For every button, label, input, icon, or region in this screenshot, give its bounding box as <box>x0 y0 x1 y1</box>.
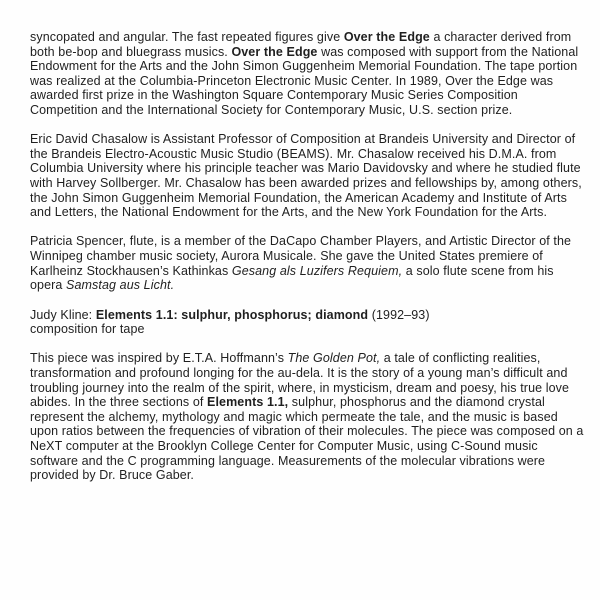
elements-program-note-paragraph: This piece was inspired by E.T.A. Hoffmann’s The Golden Pot, a tale of conflicting realities, transformation and profound longing for the au-dela. It is the story of a young man’s difficult and troubling journey into the realm of the spirit, where, in mysticism, dream and poesy, his true love abides. In the three sections of Elements 1.1, sulphur, phosphorus and the diamond crystal represent the alchemy, mythology and magic which permeate the tale, and the music is based upon ratios between the frequencies of vibration of their molecules. The piece was composed on a NeXT computer at the Brooklyn College Center for Computer Music, using C-Sound music software and the C programming language. Measurements of the molecular vibrations were provided by Dr. Bruce Gaber. <box>30 351 584 483</box>
work-title-heading: Judy Kline: Elements 1.1: sulphur, phosphorus; diamond (1992–93) <box>30 307 430 322</box>
chasalow-composer-bio-paragraph: Eric David Chasalow is Assistant Professor of Composition at Brandeis University and Director of the Brandeis Electro-Acoustic Music Studio (BEAMS). Mr. Chasalow received his D.M.A. from Columbia University where his principle teacher was Mario Davidovsky and where he studied flute with Harvey Sollberger. Mr. Chasalow has been awarded prizes and fellowships by, among others, the John Simon Guggenheim Memorial Foundation, the American Academy and Institute of Arts and Letters, the National Endowment for the Arts, and the New York Foundation for the Arts. <box>30 132 582 220</box>
work-heading-block <box>30 308 587 337</box>
text-column <box>30 30 587 483</box>
spencer-performer-bio-paragraph: Patricia Spencer, flute, is a member of the DaCapo Chamber Players, and Artistic Director of the Winnipeg chamber music society, Aurora Musicale. She gave the United States premiere of Karlheinz Stockhausen’s Kathinkas Gesang als Luzifers Requiem, a solo flute scene from his opera Samstag aus Licht. <box>30 234 572 293</box>
over-the-edge-program-note-paragraph: syncopated and angular. The fast repeated figures give Over the Edge a character derived from both be-bop and bluegrass musics. Over the Edge was composed with support from the National Endowment for the Arts and the John Simon Guggenheim Memorial Foundation. The tape portion was realized at the Columbia-Princeton Electronic Music Center. In 1989, Over the Edge was awarded first prize in the Washington Square Contemporary Music Series Composition Competition and the International Society for Contemporary Music, U.S. section prize. <box>30 30 579 117</box>
work-instrumentation-line: composition for tape <box>30 322 145 337</box>
